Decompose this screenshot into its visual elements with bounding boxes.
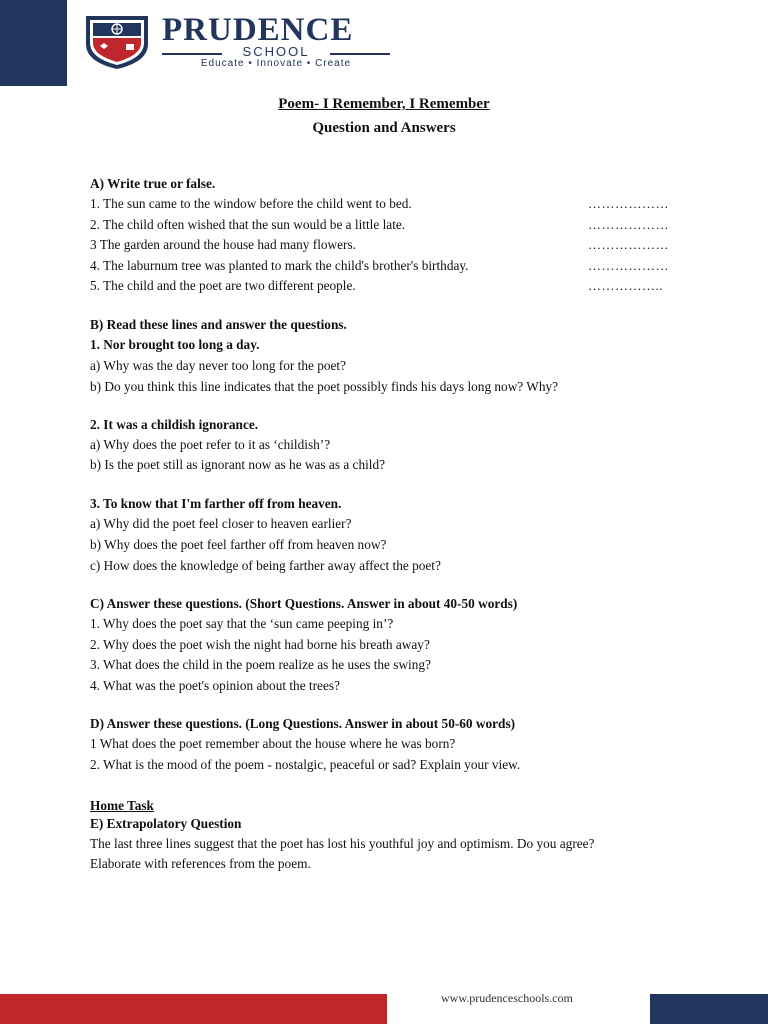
list-item: a) Why does the poet refer to it as ‘childish’? (90, 437, 331, 452)
footer-red-bar (0, 994, 387, 1024)
shield-icon (82, 14, 152, 70)
doc-subtitle: Question and Answers (312, 120, 456, 136)
brand-name: PRUDENCE (162, 12, 354, 48)
header-navy-block (0, 0, 67, 86)
section-d-heading: D) Answer these questions. (Long Questions. Answer in about 50-60 words) (90, 716, 516, 731)
footer-navy-bar (650, 994, 768, 1024)
list-item: 1. The sun came to the window before the child went to bed. (90, 196, 412, 211)
list-item: b) Is the poet still as ignorant now as he was as a child? (90, 457, 386, 472)
list-item: 3 The garden around the house had many flowers. (90, 237, 356, 252)
answer-blank: …………….. (588, 278, 663, 293)
list-item: 4. The laburnum tree was planted to mark the child's brother's birthday. (90, 258, 469, 273)
list-item: 2. The child often wished that the sun would be a little late. (90, 217, 406, 232)
list-item: 5. The child and the poet are two different people. (90, 278, 356, 293)
brand-sub: SCHOOL (162, 44, 390, 59)
section-b-heading: B) Read these lines and answer the questions. (90, 317, 347, 332)
answer-blank: ……………… (588, 258, 669, 273)
list-item: 3. What does the child in the poem realize as he uses the swing? (90, 657, 431, 672)
list-item: 2. Why does the poet wish the night had borne his breath away? (90, 637, 430, 652)
paragraph-line: Elaborate with references from the poem. (90, 856, 311, 871)
section-e-heading: E) Extrapolatory Question (90, 816, 242, 831)
footer-url: www.prudenceschools.com (441, 991, 573, 1005)
list-item: 4. What was the poet's opinion about the trees? (90, 678, 340, 693)
list-item: 1. Why does the poet say that the ‘sun came peeping in’? (90, 616, 394, 631)
list-item: b) Do you think this line indicates that the poet possibly finds his days long now? Why? (90, 379, 559, 394)
doc-title: Poem- I Remember, I Remember (278, 96, 490, 112)
section-c-heading: C) Answer these questions. (Short Questions. Answer in about 40-50 words) (90, 596, 518, 611)
home-task-label: Home Task (90, 798, 154, 813)
section-a-heading: A) Write true or false. (90, 176, 216, 191)
quote-line: 3. To know that I'm farther off from heaven. (90, 496, 342, 511)
quote-line: 1. Nor brought too long a day. (90, 337, 260, 352)
list-item: a) Why did the poet feel closer to heaven earlier? (90, 516, 352, 531)
list-item: b) Why does the poet feel farther off from heaven now? (90, 537, 387, 552)
brand-tagline: Educate • Innovate • Create (200, 58, 352, 69)
school-logo (82, 14, 392, 74)
answer-blank: ……………… (588, 196, 669, 211)
list-item: 1 What does the poet remember about the house where he was born? (90, 736, 456, 751)
answer-blank: ……………… (588, 237, 669, 252)
answer-blank: ……………… (588, 217, 669, 232)
list-item: a) Why was the day never too long for the poet? (90, 358, 347, 373)
paragraph-line: The last three lines suggest that the poet has lost his youthful joy and optimism. Do you agree? (90, 836, 595, 851)
list-item: c) How does the knowledge of being farther away affect the poet? (90, 558, 441, 573)
list-item: 2. What is the mood of the poem - nostalgic, peaceful or sad? Explain your view. (90, 757, 521, 772)
quote-line: 2. It was a childish ignorance. (90, 417, 259, 432)
